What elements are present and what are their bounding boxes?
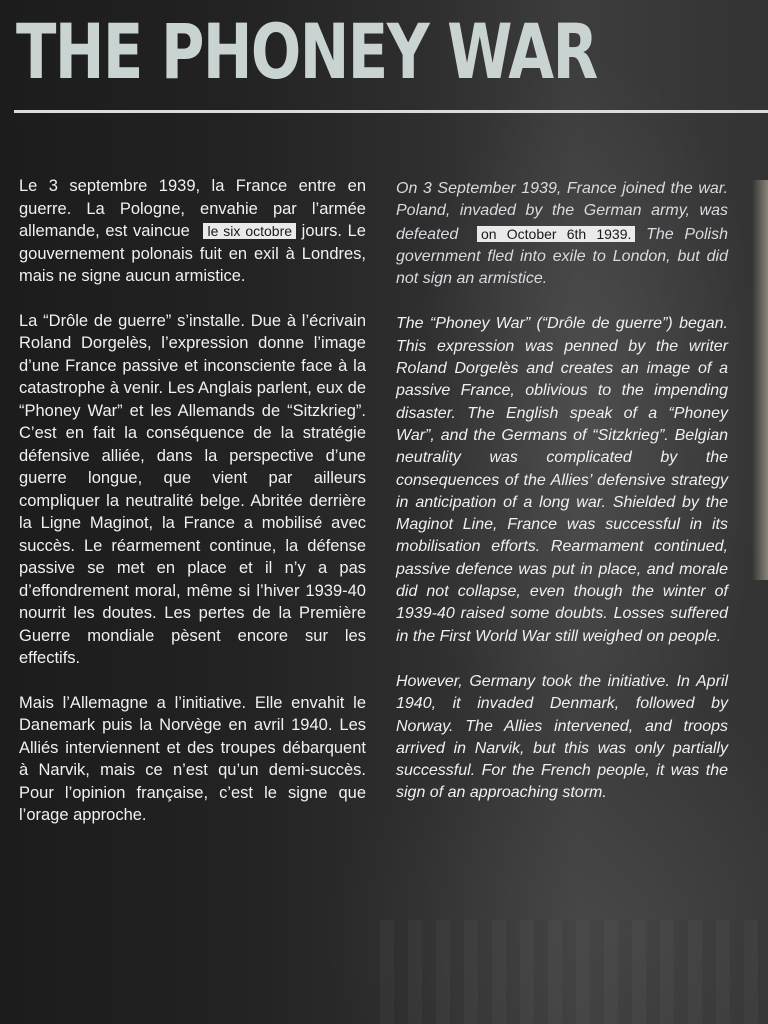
background-texture [380,920,768,1024]
english-p1-text-before: On 3 September 1939, France joined the war. Poland, invaded by the German army, was defeated [396,180,728,243]
french-paragraph-1 [19,175,366,288]
english-paragraph-2: The “Phoney War” (“Drôle de guerre”) began. This expression was penned by the writer Roland Dorgelès and creates an image of a passive France, oblivious to the impending disaster. The English speak of a “Phoney War”, and the Germans of “Sitzkrieg”. Belgian neutrality was complicated by the consequences of the Allies’ defensive strategy in anticipation of a long war. Shielded by the Maginot Line, France was successful in its mobilisation efforts. Rearmament continued, passive defence was put in place, and morale did not collapse, even though the winter of 1939-40 raised some doubts. Losses suffered in the First World War still weighed on people. [396,315,728,645]
english-p1-text-after: The Polish government fled into exile to London, but did not sign an armistice. [396,225,728,288]
adjacent-panel-edge [752,180,768,580]
english-column [396,178,728,828]
english-paragraph-3: However, Germany took the initiative. In April 1940, it invaded Denmark, followed by Norway. The Allies intervened, and troops arrived in Narvik, but this was only partially successful. For the French people, it was the sign of an approaching storm. [396,672,728,802]
french-column [19,175,366,849]
french-p1-text-after: jours. Le gouvernement polonais fuit en exil à Londres, mais ne signe aucun armistice. [19,222,366,285]
english-date-correction-label: on October 6th 1939. [477,226,635,242]
panel-title: THE PHONEY WAR [16,7,597,96]
french-p1-text-before: Le 3 septembre 1939, la France entre en guerre. La Pologne, envahie par l’armée allemande, est vaincue [19,177,366,240]
title-divider [14,110,768,113]
french-paragraph-2: La “Drôle de guerre” s’installe. Due à l’écrivain Roland Dorgelès, l’expression donne l’image d’une France passive et inconsciente face à la catastrophe à venir. Les Anglais parlent, eux de “Phoney War” et les Allemands de “Sitzkrieg”. C’est en fait la conséquence de la stratégie défensive alliée, dans la perspective d’une guerre longue, que vient par ailleurs compliquer la neutralité belge. Abritée derrière la Ligne Maginot, la France a mobilisé avec succès. Le réarmement continue, la défense passive se met en place et il n’y a pas d’effondrement moral, même si l’hiver 1939-40 nourrit les doutes. Les pertes de la Première Guerre mondiale pèsent encore sur les effectifs. [19,311,366,667]
english-paragraph-1 [396,178,728,290]
french-paragraph-3: Mais l’Allemagne a l’initiative. Elle envahit le Danemark puis la Norvège en avril 1940. Les Alliés interviennent et des troupes débarquent à Narvik, mais ce n’est qu’un demi-succès. Pour l’opinion française, c’est le signe que l’orage approche. [19,693,366,824]
french-date-correction-label: le six octobre [203,223,296,239]
